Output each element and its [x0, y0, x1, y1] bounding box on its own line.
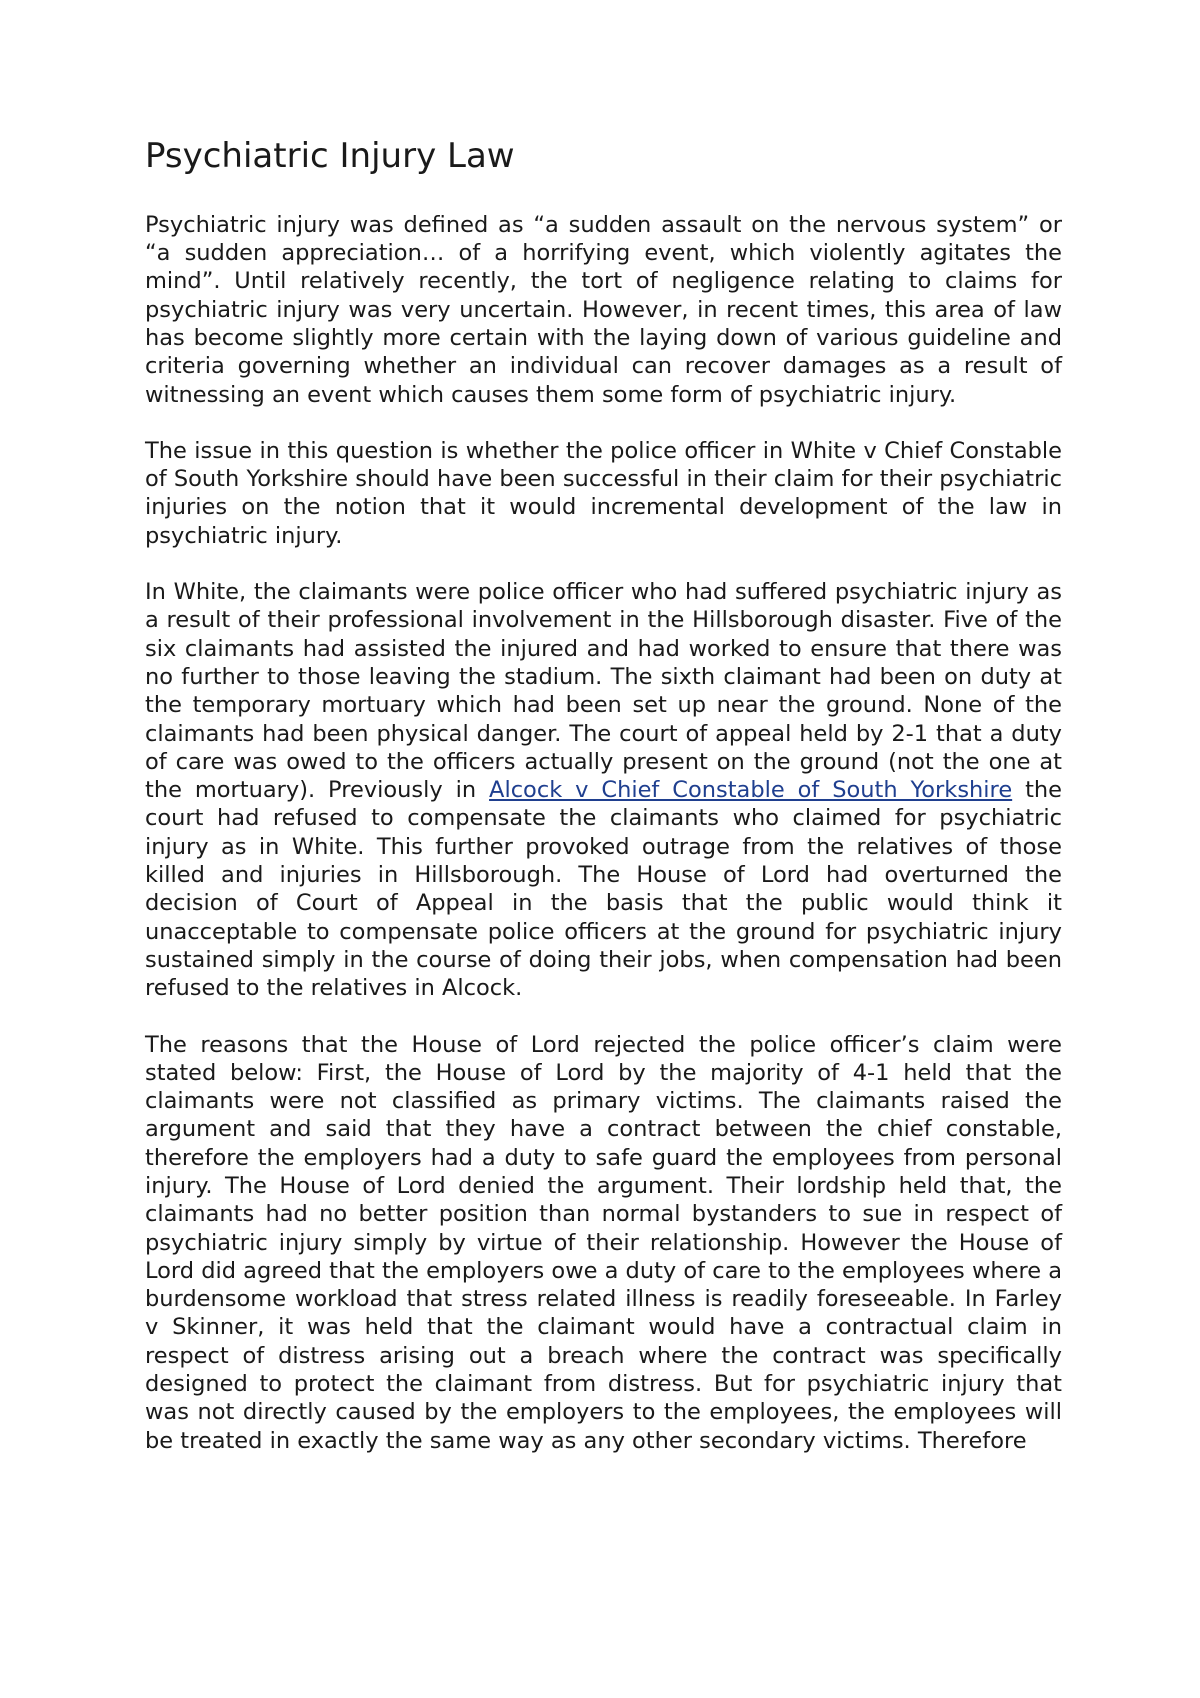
document-title: Psychiatric Injury Law	[145, 136, 515, 176]
paragraph-white-case-text-after: the court had refused to compensate the claimants who claimed for psychiatric injury as in White. This further provoked outrage from the relatives of those killed and injuries in Hillsborough. The House of Lord had overturned the decision of Court of Appeal in the basis that the public would think it unacceptable to compensate police officers at the ground for psychiatric injury sustained simply in the course of doing their jobs, when compensation had been refused to the relatives in Alcock.	[145, 777, 1063, 1002]
paragraph-white-case-text-before: In White, the claimants were police officer who had suffered psychiatric injury as a result of their professional involvement in the Hillsborough disaster. Five of the six claimants had assisted the injured and had worked to ensure that there was no further to those leaving the stadium. The sixth claimant had been on duty at the temporary mortuary which had been set up near the ground. None of the claimants had been physical danger. The court of appeal held by 2-1 that a duty of care was owed to the officers actually present on the ground (not the one at the mortuary). Previously in	[145, 579, 1062, 804]
paragraph-issue: The issue in this question is whether the police officer in White v Chief Constable of South Yorkshire should have been successful in their claim for their psychiatric injuries on the notion that it would incremental development of the law in psychiatric injury.	[145, 437, 1062, 549]
paragraph-white-case	[145, 578, 1062, 1002]
document-page	[145, 136, 1062, 1483]
alcock-case-link[interactable]: Alcock v Chief Constable of South Yorkshire	[489, 777, 1013, 804]
paragraph-reasons: The reasons that the House of Lord rejected the police officer’s claim were stated below: First, the House of Lord by the majority of 4-1 held that the claimants were not classified as primary victims. The claimants raised the argument and said that they have a contract between the chief constable, therefore the employers had a duty to safe guard the employees from personal injury. The House of Lord denied the argument. Their lordship held that, the claimants had no better position than normal bystanders to sue in respect of psychiatric injury simply by virtue of their relationship. However the House of Lord did agreed that the employers owe a duty of care to the employees where a burdensome workload that stress related illness is readily foreseeable. In Farley v Skinner, it was held that the claimant would have a contractual claim in respect of distress arising out a breach where the contract was specifically designed to protect the claimant from distress. But for psychiatric injury that was not directly caused by the employers to the employees, the employees will be treated in exactly the same way as any other secondary victims. Therefore	[145, 1031, 1062, 1454]
paragraph-definition: Psychiatric injury was defined as “a sudden assault on the nervous system” or “a sudden appreciation… of a horrifying event, which violently agitates the mind”. Until relatively recently, the tort of negligence relating to claims for psychiatric injury was very uncertain. However, in recent times, this area of law has become slightly more certain with the laying down of various guideline and criteria governing whether an individual can recover damages as a result of witnessing an event which causes them some form of psychiatric injury.	[145, 211, 1062, 408]
